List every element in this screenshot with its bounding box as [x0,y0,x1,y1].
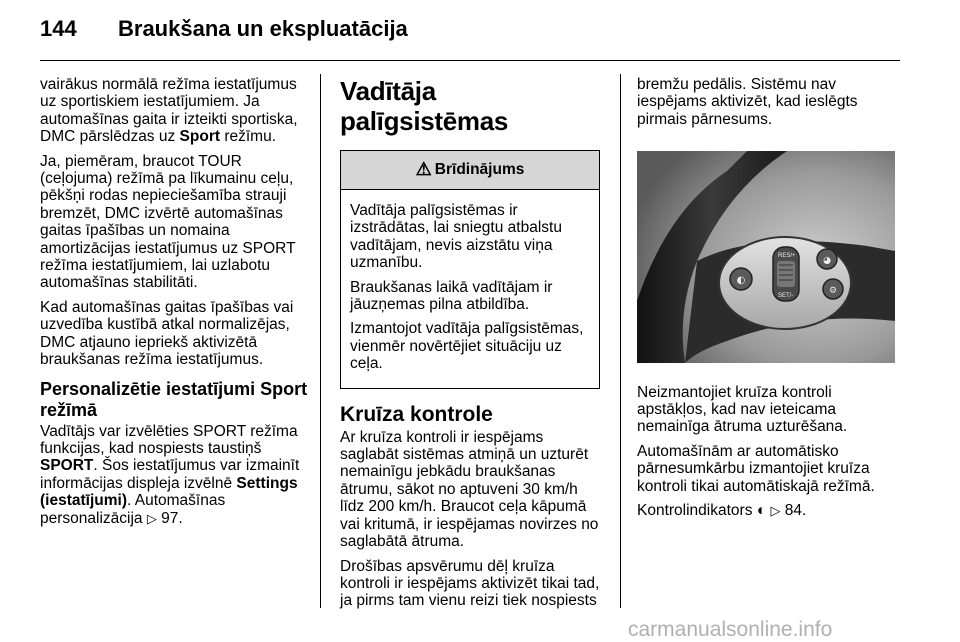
column-3 [637,76,901,526]
paragraph: Kad automašīnas gaitas īpašības vai uzvedība kustībā atkal normalizējas, DMC atjauno iepriekš aktivizētā braukšanas režīma iestatījumus. [40,298,294,369]
paragraph: Ar kruīza kontroli ir iespējams saglabāt sistēmas atmiņā un uzturēt nemainīgu jebkādu braukšanas ātrumu, sākot no aptuveni 30 km/h līdz 200 km/h. Braucot ceļa kāpumā vai kritumā, ir iespējamas novirzes no saglabātā ātruma. [340,428,599,551]
warning-title: Brīdinājums [434,161,525,179]
column-2 [340,76,604,617]
paragraph [40,423,308,527]
bold-text: Settings (iestatījumi) [40,474,298,510]
subsection-title: Kruīza kontrole [340,402,493,426]
page-reference: 84. [784,502,807,520]
paragraph: Ja, piemēram, braucot TOUR (ceļojuma) režīmā pa līkumainu ceļu, pēkšņi rodas nepieciešamība strauji bremzēt, DMC izvērtē automašīnas gaitas īpašības un nomaina amortizācijas iestatījumus uz SPORT režīma iestatījumiem, lai uzlabotu automašīnas stabilitāti. [40,152,296,292]
column-1 [40,76,308,534]
text: Vadītājs var izvēlēties SPORT režīma funkcijas, kad nospiests taustiņš [40,422,298,457]
paragraph [40,76,308,146]
chapter-title: Braukšana un ekspluatācija [118,16,408,41]
watermark: carmanualsonline.info [628,618,833,641]
page-number: 144 [40,16,77,41]
paragraph: Izmantojot vadītāja palīgsistēmas, vienmēr novērtējiet situāciju uz ceļa. [350,320,584,373]
page-reference-icon: ▷ [146,510,157,526]
cruise-indicator-icon: ◐ [756,502,767,520]
warning-triangle-icon: ⚠ [415,159,432,180]
res-label: RES/+ [778,253,796,260]
section-title: Vadītāja palīgsistēmas [340,76,509,136]
column-divider-2 [620,74,621,608]
header-divider [40,60,900,61]
set-label: SET/- [778,293,794,300]
steering-wheel-cruise-control-figure [637,151,895,363]
cancel-speedometer-icon: ◐ [736,275,746,287]
text: režīmu. [220,128,276,146]
paragraph: Drošības apsvērumu dēļ kruīza kontroli ir iespējams aktivizēt tikai tad, ja pirms tam vienu reizi tiek nospiests [340,557,600,610]
speed-limiter-icon: ⚙ [828,286,838,297]
bold-text: SPORT [40,457,94,475]
warning-body [341,190,599,388]
page-reference-icon: ▷ [770,503,781,519]
page-reference: 97. [161,509,183,527]
text: vairākus normālā režīma iestatījumus uz sportiskiem iestatījumiem. Ja automašīnas gaita ir izteikti sportiska, DMC pārslēdzas uz [40,76,298,146]
paragraph: Neizmantojiet kruīza kontroli apstākļos, kad nav ieteicama nemainīga ātruma uzturēšana. [637,383,848,436]
text: Kontrolindikators [637,502,757,520]
page-header [0,0,960,62]
cruise-control-icon: ◕ [823,256,831,267]
subheading: Personalizētie iestatījumi Sport režīmā [40,378,308,420]
text: . Šos iestatījumus var izmainīt informācijas displeja izvēlnē [40,457,300,492]
paragraph: Braukšanas laikā vadītājam ir jāuzņemas pilna atbildība. [350,278,553,314]
text: . Automašīnas personalizācija [40,492,226,527]
warning-header [341,151,599,190]
warning-box [340,150,600,389]
paragraph: Automašīnām ar automātisko pārnesumkārbu izmantojiet kruīza kontroli tikai automātiskajā režīmā. [637,442,875,495]
paragraph: bremžu pedālis. Sistēmu nav iespējams aktivizēt, kad ieslēgts pirmais pārnesums. [637,76,858,128]
paragraph [637,502,901,519]
column-divider-1 [320,74,321,608]
bold-text: Sport [179,128,221,146]
paragraph: Vadītāja palīgsistēmas ir izstrādātas, lai sniegtu atbalstu vadītājam, nevis aizstātu viņa uzmanību. [350,202,562,272]
